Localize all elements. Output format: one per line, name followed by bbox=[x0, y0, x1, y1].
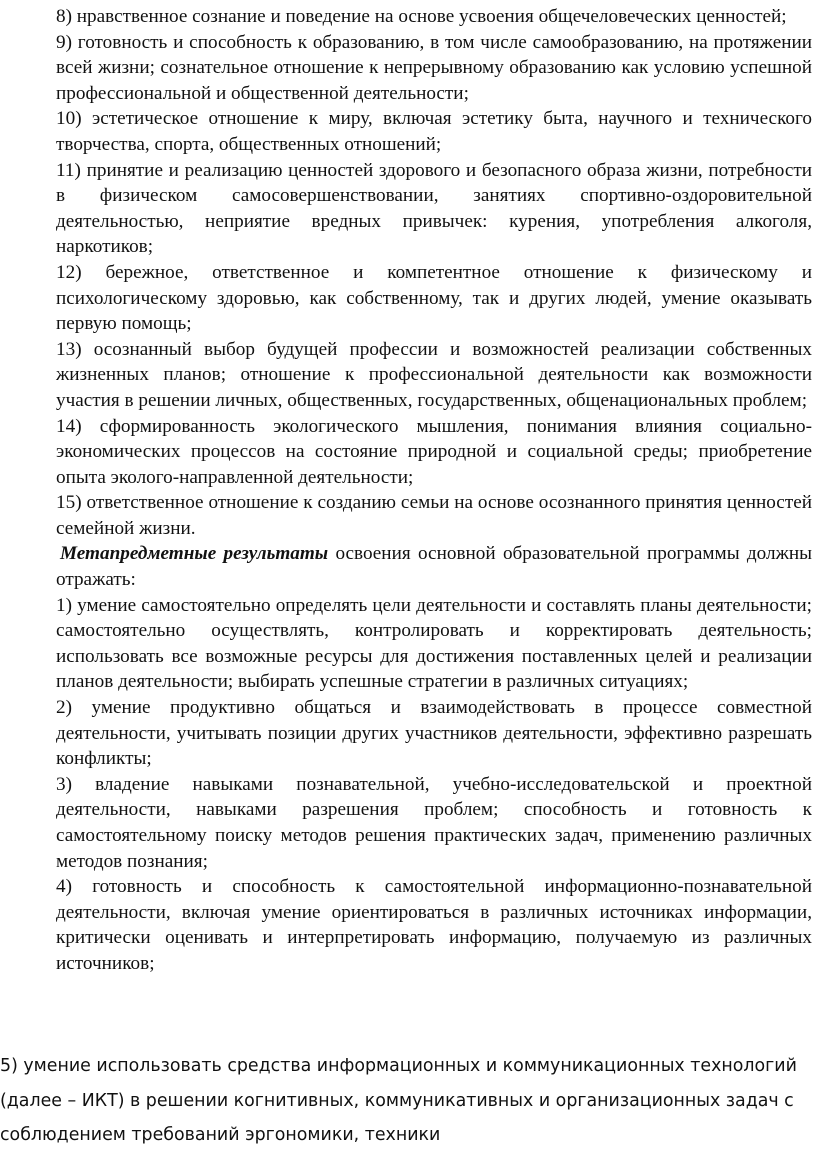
personal-results-list bbox=[56, 4, 812, 541]
list-item bbox=[56, 30, 812, 107]
list-item-text: готовность и способность к образованию, в том числе самообразованию, на протяжении всей жизни; сознательное отношение к непрерывному образованию как условию успешной профессиональной и общественной деятельности; bbox=[56, 31, 813, 104]
list-item: 5) умение использовать средства информационных и коммуникационных технологий (далее – ИКТ) в решении когнитивных, коммуникативных и организационных задач с соблюдением требований эргономики, техники bbox=[0, 1056, 797, 1145]
list-item-text: умение продуктивно общаться и взаимодействовать в процессе совместной деятельности, учитывать позиции других участников деятельности, эффективно разрешать конфликты; bbox=[56, 697, 813, 770]
list-item-text: готовность и способность к самостоятельной информационно-познавательной деятельности, включая умение ориентироваться в различных источниках информации, критически оценивать и интерпретировать информацию, получаемую из различных источников; bbox=[56, 876, 812, 974]
list-item bbox=[56, 772, 812, 874]
list-item-number: 2) bbox=[56, 697, 72, 719]
list-item-text: бережное, ответственное и компетентное отношение к физическому и психологическому здоровью, как собственному, так и других людей, умение оказывать первую помощь; bbox=[56, 261, 812, 335]
list-item-number: 12) bbox=[56, 261, 82, 283]
list-item-number: 4) bbox=[56, 876, 72, 898]
list-item-number: 15) bbox=[56, 492, 82, 514]
list-item-number: 14) bbox=[56, 415, 82, 437]
document-page bbox=[56, 4, 812, 977]
list-item-number: 1) bbox=[56, 594, 72, 616]
list-item bbox=[56, 260, 812, 337]
meta-results-list bbox=[56, 593, 812, 977]
list-item bbox=[56, 158, 812, 260]
list-item-number: 8) bbox=[56, 6, 72, 27]
list-item bbox=[56, 414, 812, 491]
list-item-text: принятие и реализацию ценностей здорового и безопасного образа жизни, потребности в физическом самосовершенствовании, занятиях спортивно-оздоровительной деятельностью, неприятие вредных привычек: курения, употребления алкоголя, наркотиков; bbox=[56, 159, 813, 258]
meta-results-heading: Метапредметные результаты bbox=[60, 543, 329, 565]
list-item bbox=[56, 337, 812, 414]
list-item bbox=[56, 593, 812, 695]
list-item-text: ответственное отношение к созданию семьи на основе осознанного принятия ценностей семейной жизни. bbox=[56, 492, 812, 539]
list-item bbox=[56, 4, 812, 30]
list-item bbox=[56, 106, 812, 157]
list-item-text: сформированность экологического мышления, понимания влияния социально-экономических процессов на состояние природной и социальной среды; приобретение опыта эколого-направленной деятельности; bbox=[56, 415, 812, 488]
list-item bbox=[56, 874, 812, 976]
meta-results-intro bbox=[56, 541, 812, 592]
tail-section bbox=[0, 1049, 816, 1153]
list-item-text: осознанный выбор будущей профессии и возможностей реализации собственных жизненных планов; отношение к профессиональной деятельности как возможности участия в решении личных, общественных, государственных, общенациональных проблем; bbox=[56, 338, 812, 411]
list-item-text: умение самостоятельно определять цели деятельности и составлять планы деятельности; самостоятельно осуществлять, контролировать и корректировать деятельность; использовать все возможные ресурсы для достижения поставленных целей и реализации планов деятельности; выбирать успешные стратегии в различных ситуациях; bbox=[56, 594, 813, 693]
list-item-text: эстетическое отношение к миру, включая эстетику быта, научного и технического творчества, спорта, общественных отношений; bbox=[56, 108, 813, 155]
list-item-number: 9) bbox=[56, 31, 72, 53]
list-item-number: 11) bbox=[56, 159, 81, 181]
list-item-number: 10) bbox=[56, 108, 82, 130]
list-item-text: владение навыками познавательной, учебно-исследовательской и проектной деятельности, навыками разрешения проблем; способность и готовность к самостоятельному поиску методов решения практических задач, применению различных методов познания; bbox=[56, 773, 813, 872]
list-item bbox=[56, 695, 812, 772]
list-item-number: 13) bbox=[56, 338, 82, 360]
list-item bbox=[56, 490, 812, 541]
list-item-number: 3) bbox=[56, 773, 72, 795]
meta-results-intro-text: освоения основной образовательной программы должны отражать: bbox=[56, 543, 813, 591]
list-item-text: нравственное сознание и поведение на основе усвоения общечеловеческих ценностей; bbox=[76, 6, 787, 27]
